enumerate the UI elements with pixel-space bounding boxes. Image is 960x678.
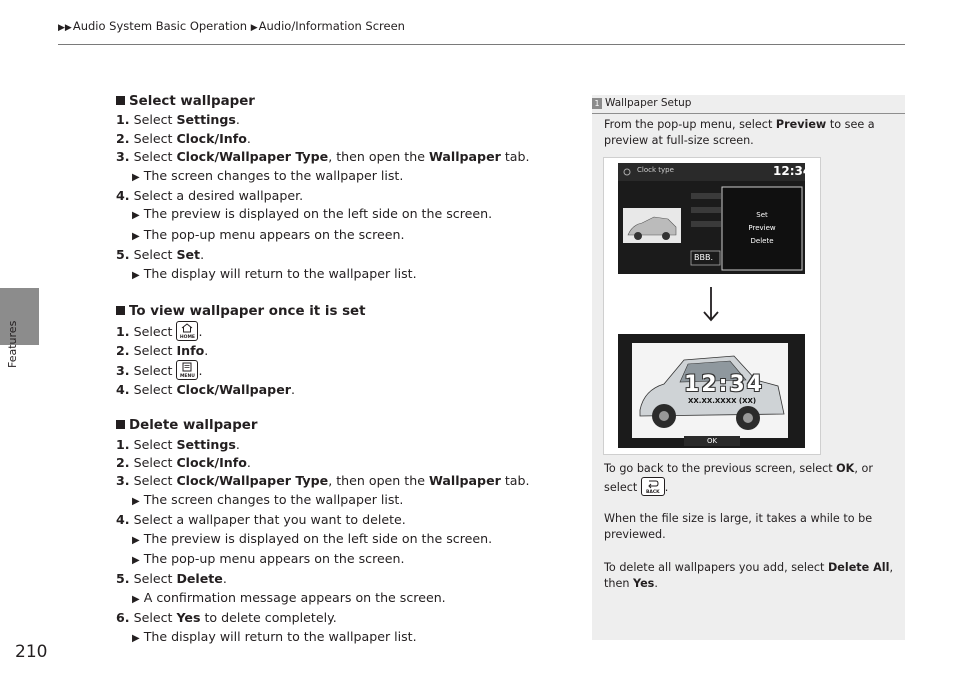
result-arrow-icon: ▶ <box>132 171 140 183</box>
popup-delete-option[interactable]: Delete <box>750 237 774 245</box>
step-result: ▶ The display will return to the wallpaper list. <box>132 628 417 644</box>
section-title-delete-wallpaper: Delete wallpaper <box>116 417 556 435</box>
breadcrumb <box>58 19 405 33</box>
screen-time: 12:34 <box>773 164 812 178</box>
step: 3. Select Clock/Wallpaper Type, then open the Wallpaper tab. <box>116 473 530 489</box>
preview-clock-date: XX.XX.XXXX (XX) <box>688 397 757 405</box>
step-result: ▶ The preview is displayed on the left side on the screen. <box>132 530 493 546</box>
wallpaper-list-item[interactable]: BBB. <box>694 253 714 262</box>
step: 1. Select Settings. <box>116 112 240 128</box>
note-paragraph: When the file size is large, it takes a while to be previewed. <box>604 512 873 541</box>
result-arrow-icon: ▶ <box>132 593 140 605</box>
step: 2. Select Clock/Info. <box>116 454 251 470</box>
note-paragraph: From the pop-up menu, select Preview to see a preview at full-size screen. <box>604 118 875 147</box>
main-column <box>116 93 556 648</box>
breadcrumb-arrow-icon: ▶▶ <box>58 23 72 33</box>
step-result: ▶ A confirmation message appears on the screen. <box>132 589 446 605</box>
square-bullet-icon <box>116 306 125 315</box>
preview-clock-time: 12:34 <box>684 372 765 397</box>
note-header <box>592 95 905 114</box>
note-paragraph: To go back to the previous screen, select OK, or select BACK . <box>604 462 873 495</box>
step-result: ▶ The preview is displayed on the left side on the screen. <box>132 206 493 222</box>
wallpaper-figure <box>603 157 821 455</box>
down-arrow-icon <box>701 285 721 325</box>
header-rule <box>58 44 905 45</box>
note-title: Wallpaper Setup <box>605 97 692 109</box>
result-arrow-icon: ▶ <box>132 554 140 566</box>
preview-ok-button[interactable]: OK <box>706 437 718 445</box>
step-result: ▶ The screen changes to the wallpaper list. <box>132 167 404 183</box>
result-arrow-icon: ▶ <box>132 534 140 546</box>
step: 4. Select Clock/Wallpaper. <box>116 381 295 397</box>
section-title-select-wallpaper: Select wallpaper <box>116 93 556 111</box>
square-bullet-icon <box>116 96 125 105</box>
step: 4. Select a wallpaper that you want to delete. <box>116 512 406 528</box>
menu-icon: MENU <box>176 360 198 380</box>
step: 5. Select Delete. <box>116 571 227 587</box>
result-arrow-icon: ▶ <box>132 495 140 507</box>
step-result: ▶ The screen changes to the wallpaper list. <box>132 491 404 507</box>
result-arrow-icon: ▶ <box>132 230 140 242</box>
screen-title: Clock type <box>637 166 674 174</box>
wallpaper-list-screen <box>618 163 812 274</box>
breadcrumb-level2: Audio/Information Screen <box>258 19 405 33</box>
popup-set-option[interactable]: Set <box>756 211 768 219</box>
page-number: 210 <box>15 642 48 662</box>
step-result: ▶ The pop-up menu appears on the screen. <box>132 226 405 242</box>
breadcrumb-arrow-icon: ▶ <box>250 23 258 33</box>
note-marker: 1 <box>592 98 602 109</box>
popup-preview-option[interactable]: Preview <box>748 224 776 232</box>
step: 6. Select Yes to delete completely. <box>116 610 337 626</box>
step: 4. Select a desired wallpaper. <box>116 188 304 204</box>
back-icon: BACK <box>641 477 665 496</box>
note-paragraph: To delete all wallpapers you add, select Delete All, then Yes. <box>604 561 894 590</box>
step-result: ▶ The pop-up menu appears on the screen. <box>132 550 405 566</box>
result-arrow-icon: ▶ <box>132 269 140 281</box>
breadcrumb-level1: Audio System Basic Operation <box>72 19 248 33</box>
section-title-view-wallpaper: To view wallpaper once it is set <box>116 303 556 321</box>
step-result: ▶ The display will return to the wallpaper list. <box>132 265 417 281</box>
result-arrow-icon: ▶ <box>132 210 140 222</box>
step: 1. Select Settings. <box>116 436 240 452</box>
step: 3. Select MENU . <box>116 360 556 380</box>
step: 2. Select Clock/Info. <box>116 130 251 146</box>
result-arrow-icon: ▶ <box>132 632 140 644</box>
home-icon: HOME <box>176 321 198 341</box>
section-side-label: Features <box>6 320 19 368</box>
square-bullet-icon <box>116 420 125 429</box>
step: 1. Select HOME . <box>116 321 556 341</box>
step: 3. Select Clock/Wallpaper Type, then open the Wallpaper tab. <box>116 149 530 165</box>
wallpaper-preview-screen <box>618 334 805 448</box>
step: 2. Select Info. <box>116 342 209 358</box>
step: 5. Select Set. <box>116 247 205 263</box>
